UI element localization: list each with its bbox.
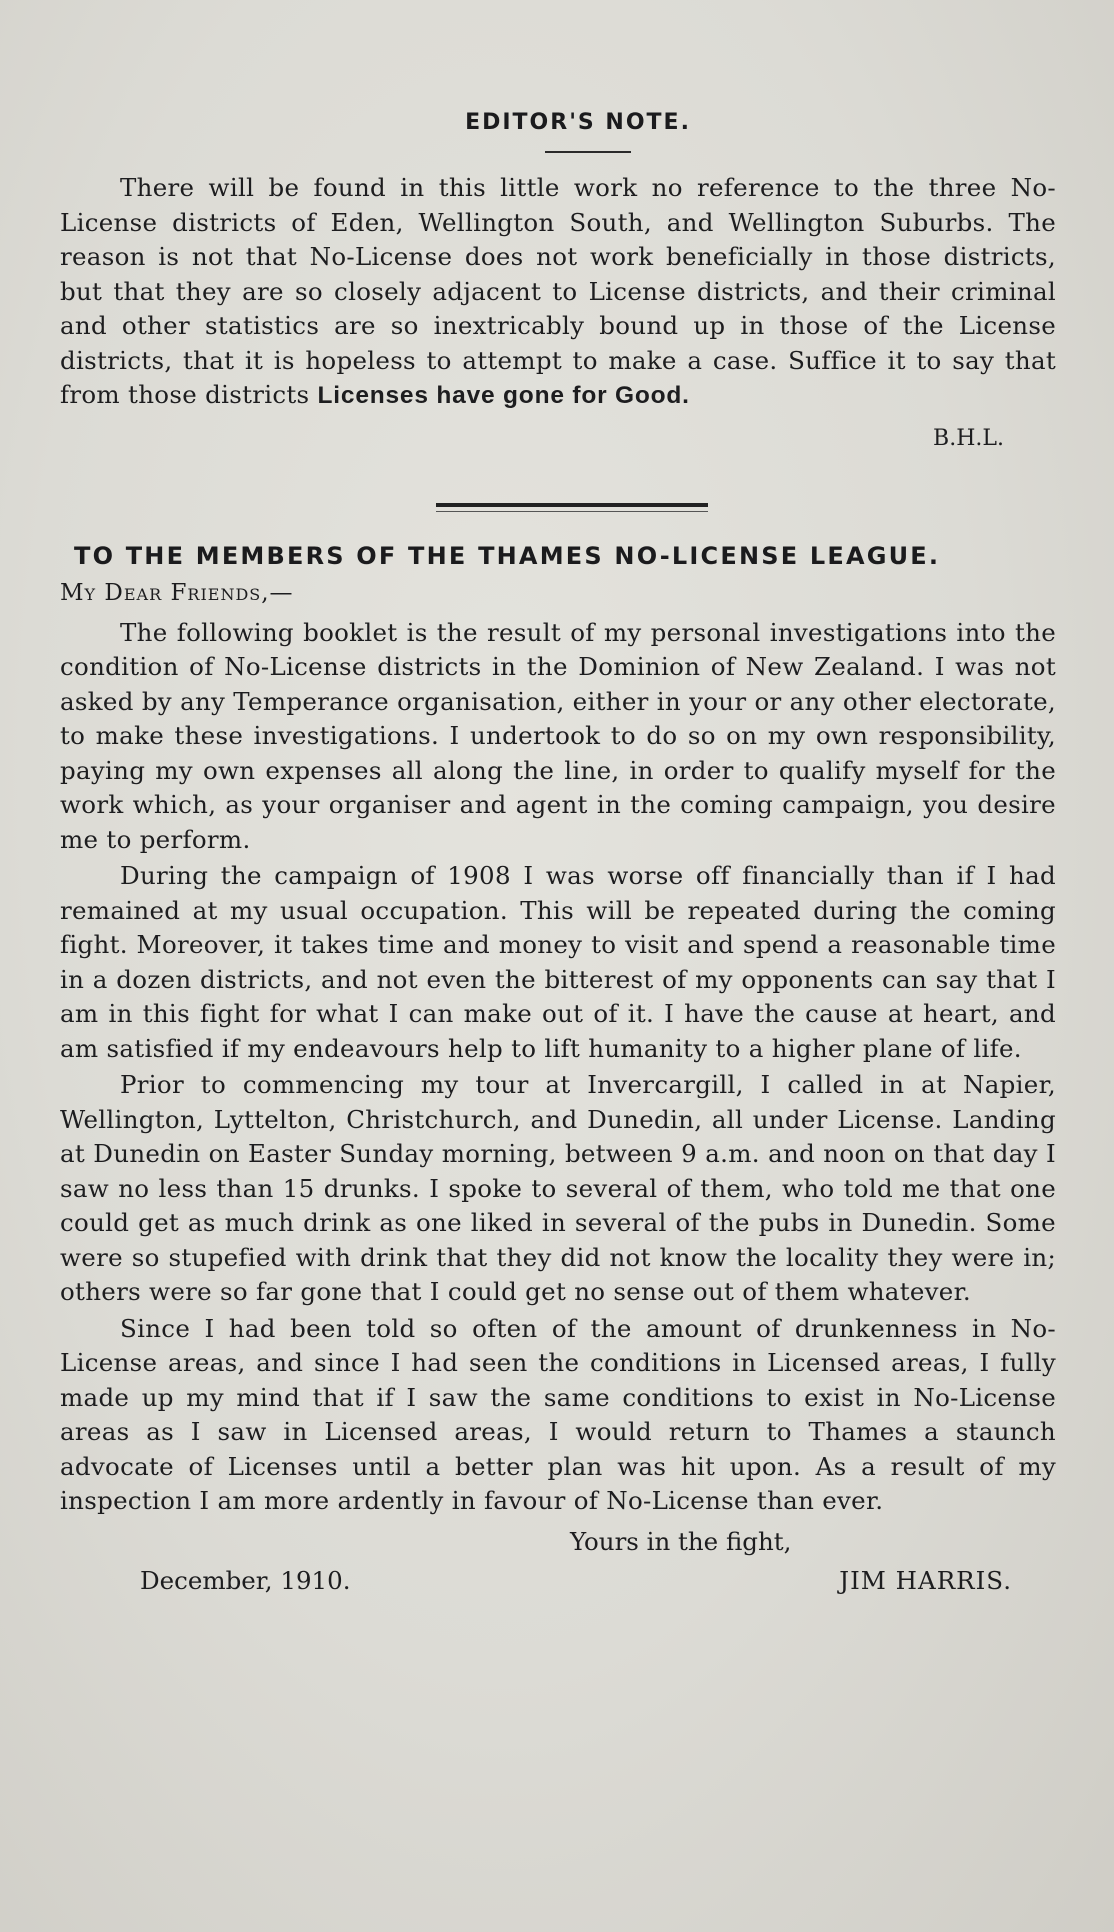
letter-paragraph: Prior to commencing my tour at Invercargill, I called in at Napier, Wellington, Lyttelton, Christchurch, and Dunedin, all under License. Landing at Dunedin on Easter Sunday morning, between 9 a.m. and noon on that day I saw no less than 15 drunks. I spoke to several of them, who told me that one could get as much drink as one liked in several of the pubs in Dunedin. Some were so stupefied with drink that they did not know the locality they were in; others were so far gone that I could get no sense out of them whatever. (60, 1070, 1056, 1306)
title-underline (545, 151, 631, 153)
letter-closing: Yours in the fight, (570, 1526, 792, 1556)
letter-date: December, 1910. (140, 1565, 351, 1595)
letter-signature: JIM HARRIS. (839, 1565, 1012, 1595)
letter-section (60, 542, 1056, 1595)
editors-note-bold-phrase: Licenses have gone for Good. (317, 382, 690, 409)
letter-paragraph: The following booklet is the result of my personal investigations into the condition of No-License districts in the Dominion of New Zealand. I was not asked by any Temperance organisation, either in your or any other electorate, to make these investigations. I undertook to do so on my own responsibility, paying my own expenses all along the line, in order to qualify myself for the work which, as your organiser and agent in the coming campaign, you desire me to perform. (60, 617, 1056, 854)
divider-thin-line (436, 511, 708, 512)
letter-salutation: My Dear Friends,— (60, 579, 294, 606)
editors-note-section (60, 110, 1056, 451)
editors-note-initials: B.H.L. (933, 425, 1004, 451)
letter-paragraph: Since I had been told so often of the amount of drunkenness in No-License areas, and since I had seen the conditions in Licensed areas, I fully made up my mind that if I saw the same conditions to exist in No-License areas as I saw in Licensed areas, I would return to Thames a staunch advocate of Licenses until a better plan was hit upon. As a result of my inspection I am more ardently in favour of No-License than ever. (60, 1313, 1056, 1515)
letter-title: TO THE MEMBERS OF THE THAMES NO-LICENSE LEAGUE. (74, 541, 941, 570)
section-divider (436, 503, 708, 512)
editors-note-body (60, 171, 1056, 414)
editors-note-title: EDITOR'S NOTE. (465, 110, 691, 135)
divider-thick-line (436, 503, 708, 507)
letter-footer (60, 1566, 1056, 1595)
page-content (60, 110, 1056, 1595)
letter-paragraph: During the campaign of 1908 I was worse off financially than if I had remained at my usual occupation. This will be repeated during the coming fight. Moreover, it takes time and money to visit and spend a reasonable time in a dozen districts, and not even the bitterest of my opponents can say that I am in this fight for what I can make out of it. I have the cause at heart, and am satisfied if my endeavours help to lift humanity to a higher plane of life. (60, 861, 1056, 1063)
editors-note-text: There will be found in this little work no reference to the three No-License districts of Eden, Wellington South, and Wellington Suburbs. The reason is not that No-License does not work beneficially in those districts, but that they are so closely adjacent to License districts, and their criminal and other statistics are so inextricably bound up in those of the License districts, that it is hopeless to attempt to make a case. Suffice it to say that from those districts (60, 173, 1056, 409)
